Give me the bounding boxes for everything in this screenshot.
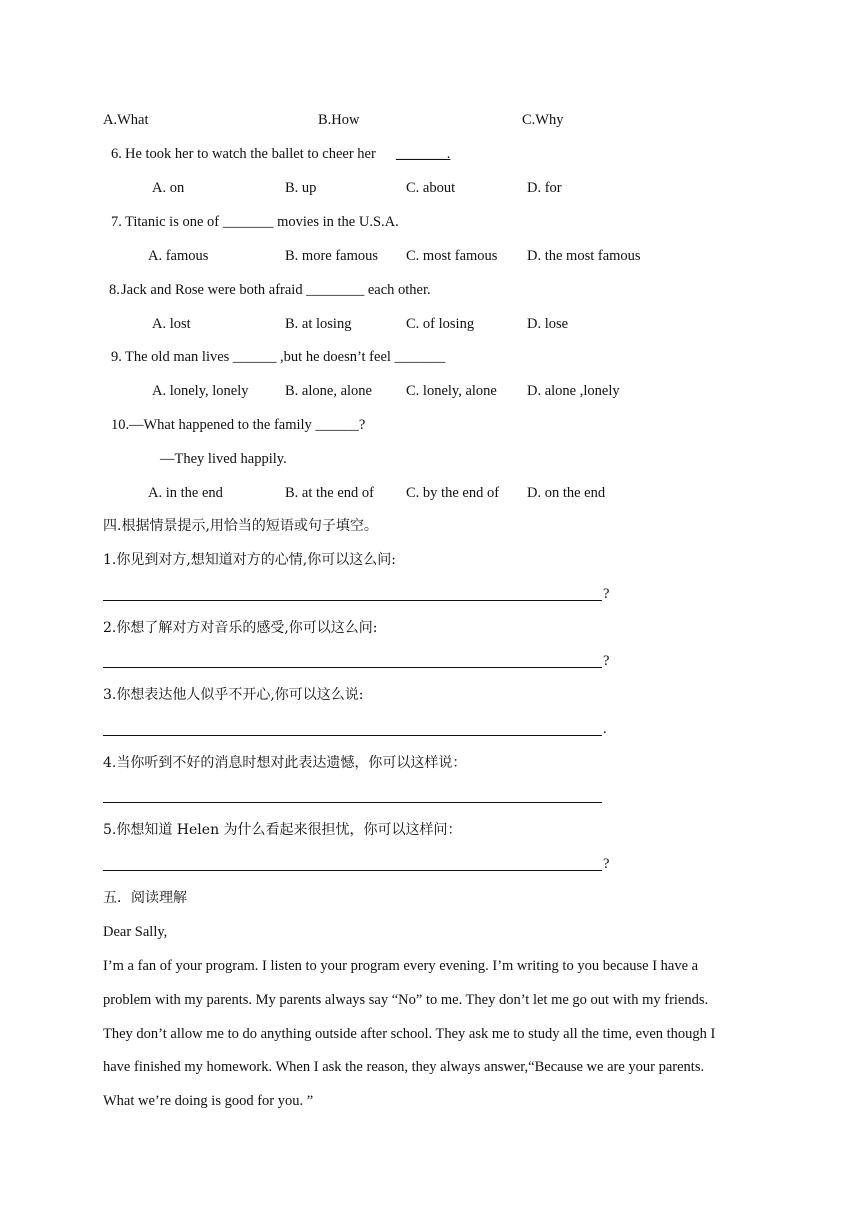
q5-option-b: B.How [318, 112, 360, 128]
passage-line-4: have finished my homework. When I ask the reason, they always answer,“Because we are your parents. [103, 1059, 705, 1075]
option-a: A. in the end [148, 485, 223, 501]
passage-line-3: They don’t allow me to do anything outside after school. They ask me to study all the time, even though I [103, 1026, 716, 1042]
end-mark-2: ? [603, 653, 610, 669]
end-mark-3: . [603, 721, 607, 737]
question-number: 7. [111, 214, 122, 230]
passage-line-2: problem with my parents. My parents always say “No” to me. They don’t let me go out with my friends. [103, 992, 709, 1008]
question-number: 9. [111, 349, 122, 365]
option-c: C. about [406, 180, 456, 196]
option-d: D. lose [527, 316, 569, 332]
option-a: A. on [152, 180, 185, 196]
option-b: B. at losing [285, 316, 352, 332]
answer-line-1[interactable] [103, 600, 602, 601]
q5-option-a: A.What [103, 112, 149, 128]
option-c: C. most famous [406, 248, 498, 264]
option-a: A. lost [152, 316, 191, 332]
answer-line-3[interactable] [103, 735, 602, 736]
option-b: B. alone, alone [285, 383, 372, 399]
letter-salutation: Dear Sally, [103, 924, 168, 940]
passage-line-5: What we’re doing is good for you. ” [103, 1093, 314, 1109]
passage-line-1: I’m a fan of your program. I listen to your program every evening. I’m writing to you because I have a [103, 958, 699, 974]
section-title: 五．阅读理解 [103, 890, 187, 906]
q5-option-c: C.Why [522, 112, 564, 128]
option-b: B. at the end of [285, 485, 374, 501]
question-number: 8. [109, 282, 120, 298]
question-stem: —What happened to the family ______? [129, 417, 366, 433]
question-stem: Titanic is one of _______ movies in the U.S.A. [125, 214, 399, 230]
question-number: 10. [111, 417, 130, 433]
option-c: C. of losing [406, 316, 475, 332]
prompt-5: 5.你想知道 Helen 为什么看起来很担忧，你可以这样问： [103, 822, 462, 838]
option-c: C. lonely, alone [406, 383, 497, 399]
option-d: D. alone ,lonely [527, 383, 620, 399]
prompt-1: 1.你见到对方,想知道对方的心情,你可以这么问: [103, 552, 396, 568]
answer-line-2[interactable] [103, 667, 602, 668]
question-stem: Jack and Rose were both afraid ________ each other. [121, 282, 431, 298]
end-mark-5: ? [603, 856, 610, 872]
question-stem: The old man lives ______ ,but he doesn’t feel _______ [125, 349, 446, 365]
dialogue-reply: —They lived happily. [160, 451, 287, 467]
option-d: D. the most famous [527, 248, 641, 264]
question-stem: He took her to watch the ballet to cheer her [125, 146, 376, 162]
question-number: 6. [111, 146, 122, 162]
option-a: A. famous [148, 248, 209, 264]
section-title: 四.根据情景提示,用恰当的短语或句子填空。 [103, 518, 378, 534]
option-a: A. lonely, lonely [152, 383, 249, 399]
answer-line-5[interactable] [103, 870, 602, 871]
prompt-3: 3.你想表达他人似乎不开心,你可以这么说: [103, 687, 364, 703]
option-b: B. up [285, 180, 317, 196]
option-d: D. for [527, 180, 562, 196]
option-b: B. more famous [285, 248, 379, 264]
option-d: D. on the end [527, 485, 606, 501]
answer-line-4[interactable] [103, 802, 602, 803]
option-c: C. by the end of [406, 485, 500, 501]
prompt-2: 2.你想了解对方对音乐的感受,你可以这么问: [103, 620, 378, 636]
end-mark-1: ? [603, 586, 610, 602]
answer-blank: _______. [396, 146, 451, 162]
prompt-4: 4.当你听到不好的消息时想对此表达遗憾，你可以这样说： [103, 755, 467, 771]
